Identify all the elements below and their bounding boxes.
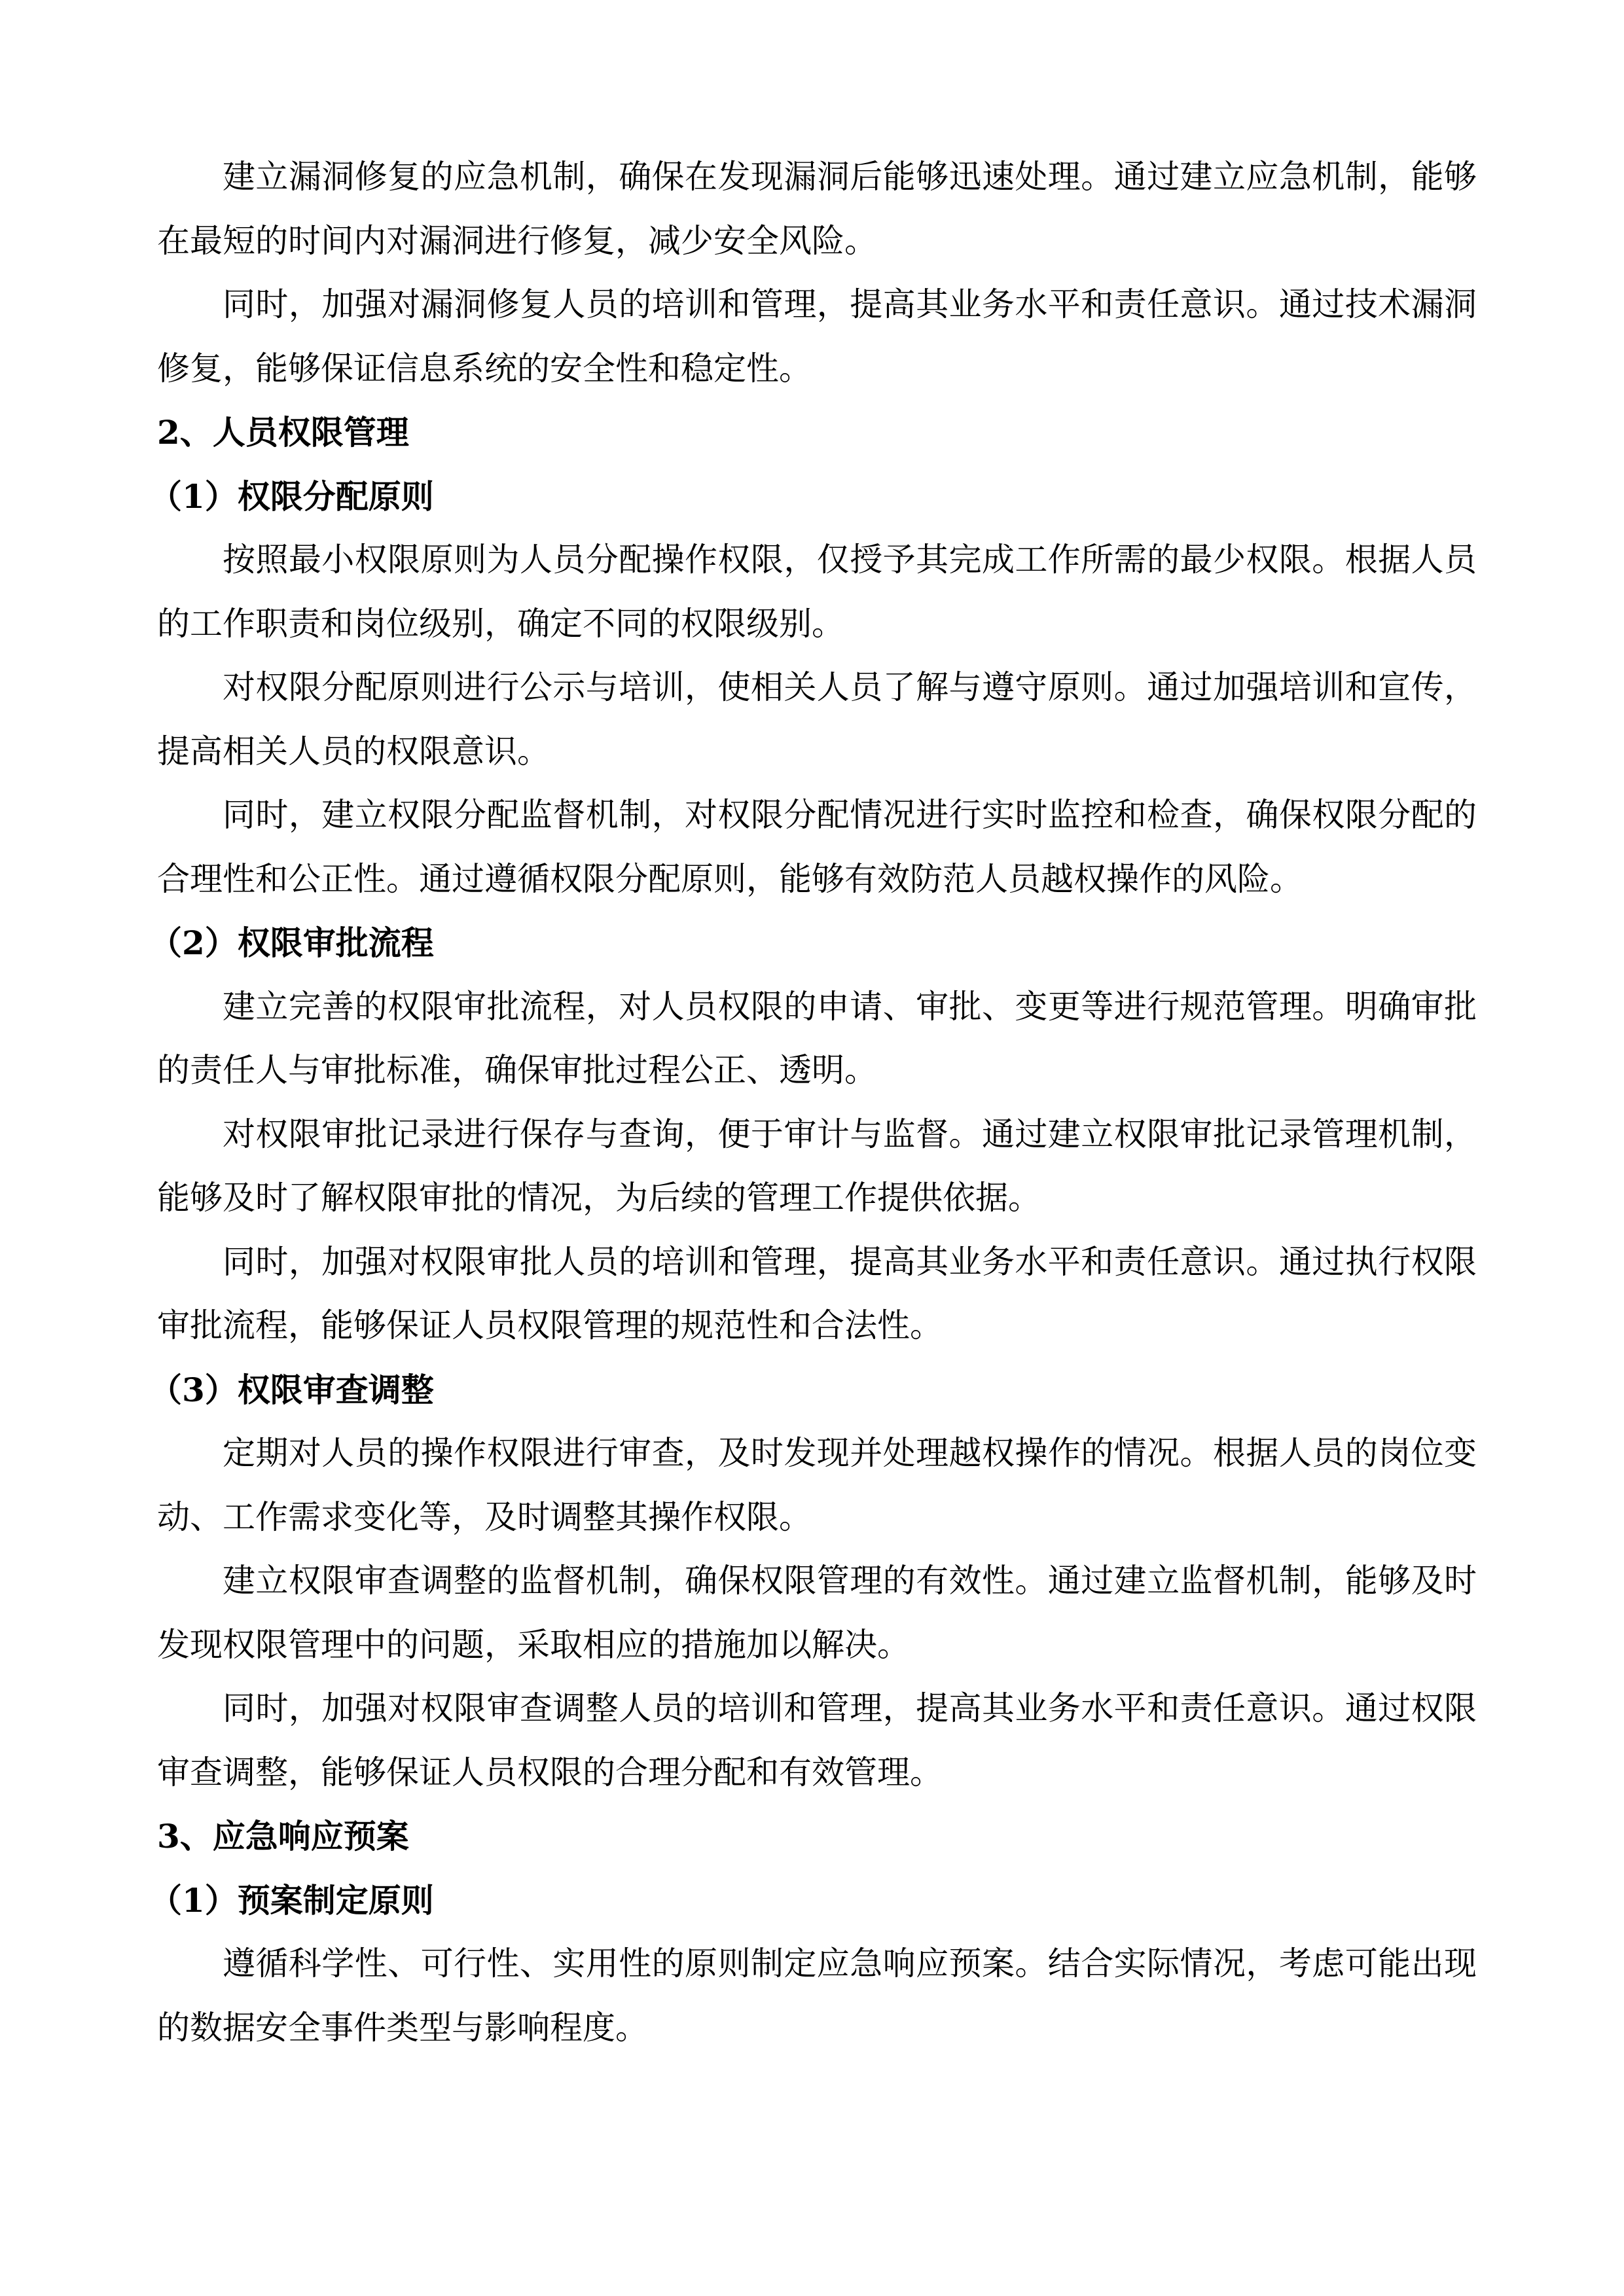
text-line: （1）权限分配原则 [149, 476, 434, 516]
text-line: 能够及时了解权限审批的情况，为后续的管理工作提供依据。 [157, 1179, 1041, 1217]
text-line: 同时，建立权限分配监督机制，对权限分配情况进行实时监控和检查，确保权限分配的 [223, 796, 1477, 834]
subsection-heading [149, 1358, 1477, 1422]
text-line: 的责任人与审批标准，确保审批过程公正、透明。 [157, 1051, 877, 1089]
text-line: 按照最小权限原则为人员分配操作权限，仅授予其完成工作所需的最少权限。根据人员 [223, 541, 1477, 579]
document-body [149, 145, 1477, 2060]
text-line: 合理性和公正性。通过遵循权限分配原则，能够有效防范人员越权操作的风险。 [157, 859, 1303, 898]
subsection-heading [149, 465, 1477, 529]
subsection-heading [149, 911, 1477, 975]
text-line: 审批流程，能够保证人员权限管理的规范性和合法性。 [157, 1306, 943, 1344]
text-line: 3、应急响应预案 [157, 1817, 409, 1856]
text-line: 对权限审批记录进行保存与查询，便于审计与监督。通过建立权限审批记录管理机制， [223, 1115, 1477, 1153]
text-line: 发现权限管理中的问题，采取相应的措施加以解决。 [157, 1625, 910, 1664]
text-line: 的工作职责和岗位级别，确定不同的权限级别。 [157, 604, 844, 643]
paragraph [157, 1549, 1477, 1677]
section-heading [157, 1804, 1477, 1869]
paragraph [157, 783, 1477, 911]
paragraph [157, 1677, 1477, 1804]
text-line: 遵循科学性、可行性、实用性的原则制定应急响应预案。结合实际情况，考虑可能出现 [223, 1945, 1477, 1982]
subsection-heading [149, 1869, 1477, 1933]
text-line: 对权限分配原则进行公示与培训，使相关人员了解与遵守原则。通过加强培训和宣传， [223, 668, 1477, 706]
paragraph [157, 656, 1477, 783]
text-line: （3）权限审查调整 [149, 1370, 434, 1409]
text-line: 同时，加强对权限审批人员的培训和管理，提高其业务水平和责任意识。通过执行权限 [223, 1242, 1477, 1281]
text-line: 2、人员权限管理 [157, 413, 409, 452]
paragraph [157, 1230, 1477, 1358]
text-line: 的数据安全事件类型与影响程度。 [157, 2008, 648, 2047]
paragraph [157, 1932, 1477, 2060]
paragraph [157, 975, 1477, 1103]
text-line: （1）预案制定原则 [149, 1880, 434, 1920]
paragraph [157, 528, 1477, 656]
text-line: 同时，加强对漏洞修复人员的培训和管理，提高其业务水平和责任意识。通过技术漏洞 [223, 285, 1477, 323]
paragraph [157, 145, 1477, 273]
paragraph [157, 1422, 1477, 1549]
section-heading [157, 401, 1477, 465]
paragraph [157, 1103, 1477, 1230]
paragraph [157, 273, 1477, 401]
text-line: 建立权限审查调整的监督机制，确保权限管理的有效性。通过建立监督机制，能够及时 [223, 1562, 1477, 1600]
text-line: 审查调整，能够保证人员权限的合理分配和有效管理。 [157, 1753, 943, 1791]
text-line: 在最短的时间内对漏洞进行修复，减少安全风险。 [157, 221, 877, 260]
text-line: 同时，加强对权限审查调整人员的培训和管理，提高其业务水平和责任意识。通过权限 [223, 1689, 1477, 1727]
text-line: 定期对人员的操作权限进行审查，及时发现并处理越权操作的情况。根据人员的岗位变 [223, 1434, 1477, 1472]
text-line: 提高相关人员的权限意识。 [157, 732, 550, 770]
text-line: 建立漏洞修复的应急机制，确保在发现漏洞后能够迅速处理。通过建立应急机制，能够 [223, 158, 1477, 196]
text-line: 动、工作需求变化等，及时调整其操作权限。 [157, 1498, 812, 1536]
text-line: 建立完善的权限审批流程，对人员权限的申请、审批、变更等进行规范管理。明确审批 [223, 987, 1477, 1026]
text-line: 修复，能够保证信息系统的安全性和稳定性。 [157, 349, 812, 387]
text-line: （2）权限审批流程 [149, 924, 434, 962]
